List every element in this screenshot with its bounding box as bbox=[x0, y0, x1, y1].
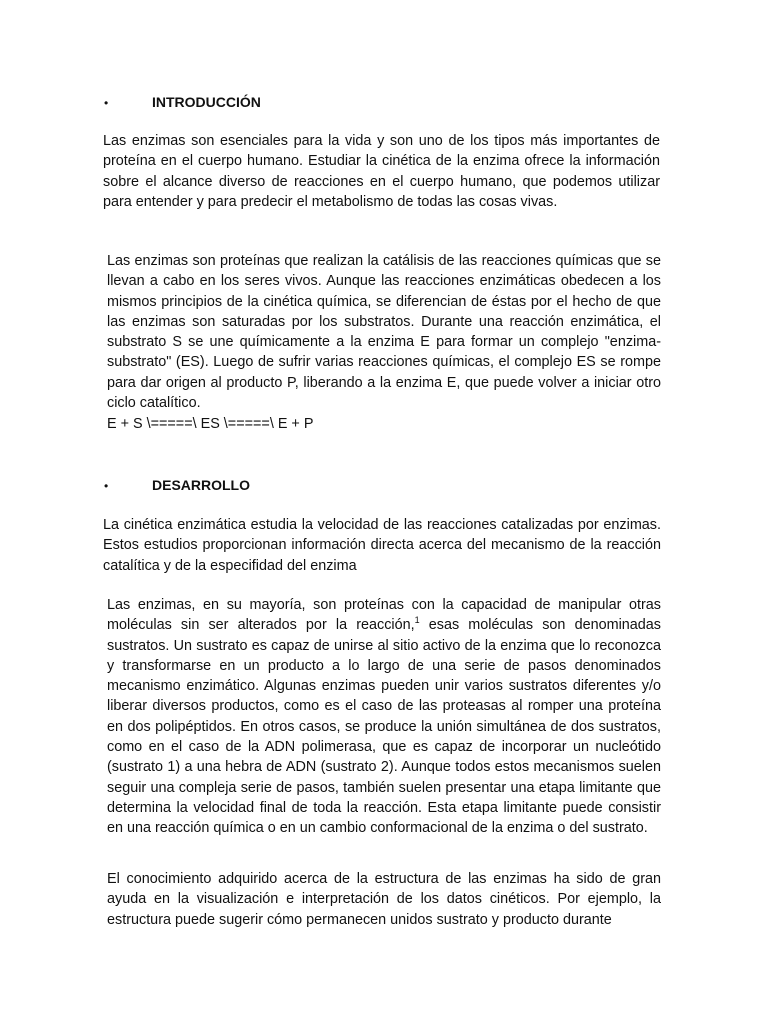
paragraph-text-start: Las enzimas, en su mayoría, son proteínas con la capacidad de manipular otras moléculas sin ser alterados por la reacción, bbox=[107, 597, 661, 634]
desarrollo-paragraph-1: La cinética enzimática estudia la velocidad de las reacciones catalizadas por enzimas. Estos estudios proporcionan información directa acerca del mecanismo de la reacción catalítica y de la especifidad del enzima bbox=[103, 517, 661, 574]
section-heading-introduccion bbox=[104, 92, 261, 113]
intro-paragraph-2: Las enzimas son proteínas que realizan la catálisis de las reacciones químicas que se llevan a cabo en los seres vivos. Aunque las reacciones enzimáticas obedecen a los mismos principios de la cinética química, se diferencian de éstas por el hecho de que las enzimas son saturadas por los substratos. Durante una reacción enzimática, el substrato S se une químicamente a la enzima E para formar un complejo "enzima-substrato" (ES). Luego de sufrir varias reacciones químicas, el complejo ES se rompe para dar origen al producto P, liberando a la enzima E, que puede volver a iniciar otro ciclo catalítico. bbox=[107, 253, 661, 412]
heading-text: DESARROLLO bbox=[152, 477, 250, 493]
intro-paragraph-1: Las enzimas son esenciales para la vida y son uno de los tipos más importantes de proteína en el cuerpo humano. Estudiar la cinética de la enzima ofrece la información sobre el alcance diverso de reacciones en el cuerpo humano, que podemos utilizar para entender y para predecir el metabolismo de todas las cosas vivas. bbox=[103, 133, 660, 210]
heading-text: INTRODUCCIÓN bbox=[152, 94, 261, 110]
desarrollo-paragraph-3: El conocimiento adquirido acerca de la estructura de las enzimas ha sido de gran ayuda en la visualización e interpretación de los datos cinéticos. Por ejemplo, la estructura puede sugerir cómo permanecen unidos sustrato y producto durante bbox=[107, 871, 661, 928]
bullet-icon: • bbox=[104, 479, 109, 493]
reaction-equation: E + S \=====\ ES \=====\ E + P bbox=[107, 416, 314, 432]
footnote-reference[interactable]: 1 bbox=[414, 615, 420, 626]
bullet-icon: • bbox=[104, 96, 109, 110]
paragraph-text-end: esas moléculas son denominadas sustratos. Un sustrato es capaz de unirse al sitio activo de la enzima que lo reconozca y transformarse en un producto a lo largo de una serie de pasos denominados mecanismo enzimático. Algunas enzimas pueden unir varios sustratos diferentes y/o liberar diversos productos, como es el caso de las proteasas al romper una proteína en dos polipéptidos. En otros casos, se produce la unión simultánea de dos sustratos, como en el caso de la ADN polimerasa, que es capaz de incorporar un nucleótido (sustrato 1) a una hebra de ADN (sustrato 2). Aunque todos estos mecanismos suelen seguir una compleja serie de pasos, también suelen presentar una etapa limitante que determina la velocidad final de toda la reacción. Esta etapa limitante puede consistir en una reacción química o en un cambio conformacional de la enzima o del sustrato. bbox=[107, 617, 661, 837]
desarrollo-paragraph-2 bbox=[107, 595, 661, 839]
section-heading-desarrollo bbox=[104, 475, 250, 496]
